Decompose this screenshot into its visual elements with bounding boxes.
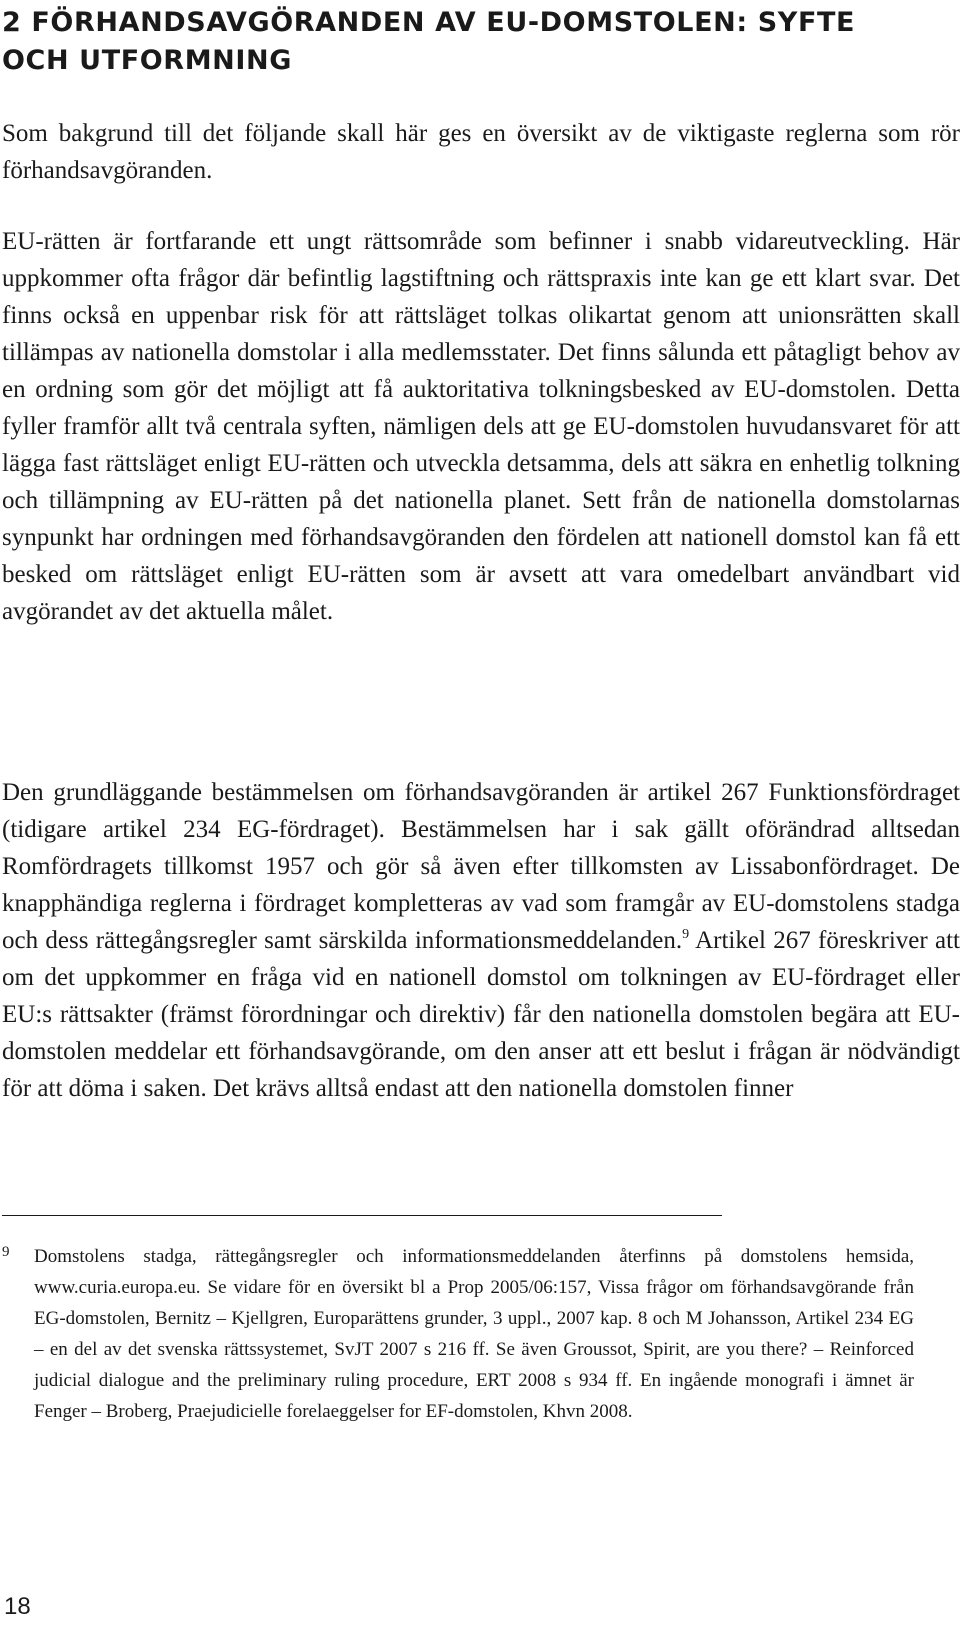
chapter-heading-line-1: 2 FÖRHANDSAVGÖRANDEN AV EU-DOMSTOLEN: SYFTE bbox=[2, 7, 856, 38]
paragraph-article-267 bbox=[2, 774, 960, 1107]
chapter-heading bbox=[2, 4, 952, 80]
paragraph-intro: Som bakgrund till det följande skall här ges en översikt av de viktigaste reglerna som rör förhandsavgöranden. bbox=[2, 120, 960, 184]
paragraph-article-267-text-1: Den grundläggande bestämmelsen om förhandsavgöranden är artikel 267 Funktionsfördraget (tidigare artikel 234 EG-fördraget). Bestämmelsen har i sak gällt oförändrad alltsedan Romfördragets tillkomst 1957 och gör så även efter tillkomsten av Lissabonfördraget. De knapphändiga reglerna i fördraget kompletteras av vad som framgår av EU-domstolens stadga och dess rättegångsregler samt särskilda informationsmeddelanden. bbox=[2, 779, 960, 954]
footnote-number: 9 bbox=[2, 1244, 10, 1260]
paragraph-purpose: EU-rätten är fortfarande ett ungt rättsområde som befinner i snabb vidareutveckling. Här uppkommer ofta frågor där befintlig lagstiftning och rättspraxis inte kan ge ett klart svar. Det finns också en uppenbar risk för att rättsläget tolkas olikartat genom att unionsrätten skall tillämpas av nationella domstolar i alla medlemsstater. Det finns sålunda ett påtagligt behov av en ordning som gör det möjligt att få auktoritativa tolkningsbesked av EU-domstolen. Detta fyller framför allt två centrala syften, nämligen dels att ge EU-domstolen huvudansvaret för att lägga fast rättsläget enligt EU-rätten och utveckla detsamma, dels att säkra en enhetlig tolkning och tillämpning av EU-rätten på det nationella planet. Sett från de nationella domstolarnas synpunkt har ordningen med förhandsavgöranden den fördelen att nationell domstol kan få ett besked om rättsläget enligt EU-rätten som är avsett att vara omedelbart användbart vid avgörandet av det aktuella målet. bbox=[2, 228, 960, 625]
chapter-heading-line-2: OCH UTFORMNING bbox=[2, 45, 292, 76]
footnote-text: Domstolens stadga, rättegångsregler och informationsmeddelanden återfinns på domstolens hemsida, www.curia.europa.eu. Se vidare för en översikt bl a Prop 2005/06:157, Vissa frågor om förhandsavgörande från EG-domstolen, Bernitz – Kjellgren, Europarättens grunder, 3 uppl., 2007 kap. 8 och M Johansson, Artikel 234 EG – en del av det svenska rättssystemet, SvJT 2007 s 216 ff. Se även Groussot, Spirit, are you there? – Reinforced judicial dialogue and the preliminary ruling procedure, ERT 2008 s 934 ff. En ingående monografi i ämnet är Fenger – Broberg, Praejudicielle forelaeggelser for EF-domstolen, Khvn 2008. bbox=[34, 1246, 914, 1422]
page-number: 18 bbox=[4, 1593, 31, 1620]
footnote-reference[interactable]: 9 bbox=[682, 927, 690, 942]
paragraph-article-267-text-2: Artikel 267 föreskriver att om det uppkommer en fråga vid en nationell domstol om tolkningen av EU-fördraget eller EU:s rättsakter (främst förordningar och direktiv) får den nationella domstolen begära att EU-domstolen meddelar ett förhandsavgörande, om den anser att ett beslut i frågan är nödvändigt för att döma i saken. Det krävs alltså endast att den nationella domstolen finner bbox=[2, 927, 960, 1102]
footnote-divider bbox=[2, 1215, 722, 1216]
